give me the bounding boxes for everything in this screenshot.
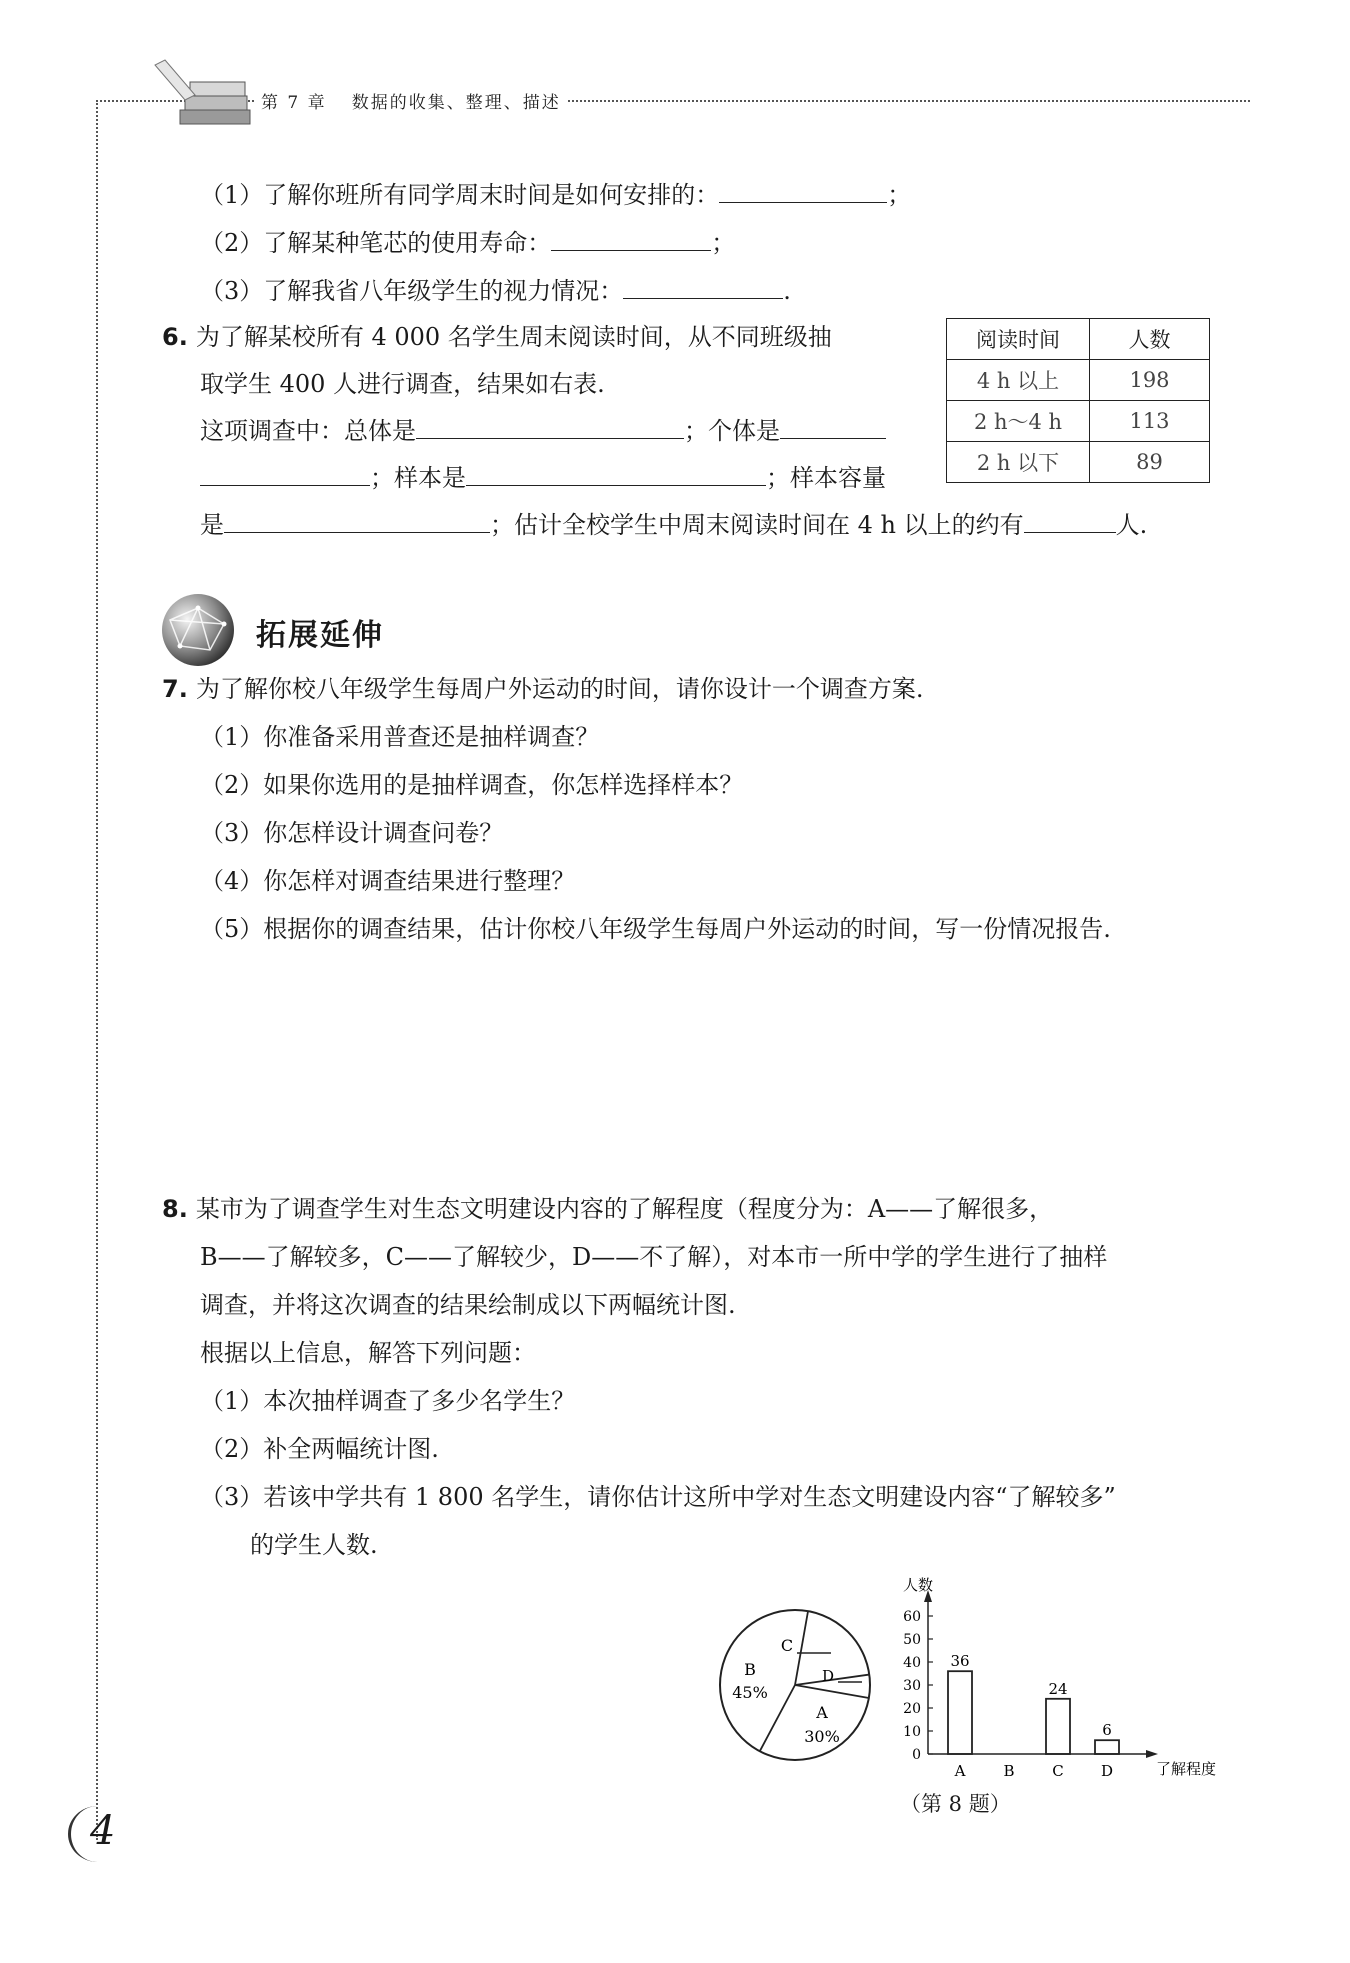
q6-sample-size-blank (224, 508, 490, 533)
reading-time-table (946, 318, 1210, 483)
q6-estimate-blank (1024, 508, 1116, 533)
q6-population-blank (416, 414, 684, 439)
table-row (947, 442, 1210, 483)
x-axis-label: 了解程度 (1156, 1760, 1217, 1778)
q6-line-1-text: 为了解某校所有 4 000 名学生周末阅读时间，从不同班级抽 (195, 323, 832, 351)
y-tick-label: 10 (903, 1724, 921, 1740)
page-number: 4 (90, 1808, 116, 1854)
pie-slice-boundary (795, 1611, 808, 1685)
q5-item-2 (200, 226, 735, 260)
section-title: 拓展延伸 (256, 618, 384, 653)
q7-stem-text: 为了解你校八年级学生每周户外运动的时间，请你设计一个调查方案. (195, 675, 924, 703)
q6-sample-label: ；样本是 (370, 464, 466, 492)
q6-population-label: 这项调查中：总体是 (200, 417, 416, 445)
q6-unit-label: 人. (1115, 511, 1148, 539)
q5-item-3-end: . (783, 277, 791, 305)
pie-slice-boundary (795, 1685, 869, 1698)
q7-stem (162, 672, 923, 706)
q6-line-3 (200, 414, 886, 448)
header-label (255, 88, 567, 113)
q5-item-1-text: （1）了解你班所有同学周末时间是如何安排的： (200, 181, 720, 209)
table-cell-count: 198 (1090, 360, 1210, 401)
pie-slice-percent-A: 30% (804, 1727, 840, 1746)
y-tick-label: 50 (903, 1632, 921, 1648)
q6-line-1 (162, 320, 832, 354)
q7-item: （4）你怎样对调查结果进行整理？ (200, 867, 576, 895)
q5-item-3-text: （3）了解我省八年级学生的视力情况： (200, 277, 624, 305)
figure-caption: （第 8 题） (900, 1792, 1011, 1816)
books-icon (150, 50, 260, 135)
table-row (947, 360, 1210, 401)
bar-value-label-C: 24 (1048, 1679, 1068, 1698)
q7-item: （2）如果你选用的是抽样调查，你怎样选择样本？ (200, 771, 744, 799)
q5-item-3 (200, 274, 791, 308)
q5-item-2-text: （2）了解某种笔芯的使用寿命： (200, 229, 552, 257)
pie-slice-label-B: B (744, 1660, 756, 1679)
pie-chart (705, 1595, 885, 1775)
bar-C (1046, 1699, 1070, 1754)
q6-line-2-text: 取学生 400 人进行调查，结果如右表. (200, 370, 605, 398)
q5-item-1 (200, 178, 911, 212)
q6-sample-size-label: ；样本容量 (766, 464, 886, 492)
q7-number: 7. (162, 675, 188, 703)
bar-value-label-A: 36 (950, 1652, 970, 1671)
q8-line-2: B——了解较多，C——了解较少，D——不了解），对本市一所中学的学生进行了抽样 (200, 1243, 1108, 1271)
q8-line-3: 调查，并将这次调查的结果绘制成以下两幅统计图. (200, 1291, 736, 1319)
globe-icon (158, 590, 238, 670)
q6-line-4 (200, 461, 886, 495)
q5-blank-1 (719, 178, 887, 203)
table-cell-time: 4 h 以上 (947, 360, 1090, 401)
q7-item: （3）你怎样设计调查问卷？ (200, 819, 504, 847)
q8-item: （2）补全两幅统计图. (200, 1435, 439, 1463)
q8-item: （3）若该中学共有 1 800 名学生，请你估计这所中学对生态文明建设内容“了解较多” (200, 1483, 1116, 1511)
q6-number: 6. (162, 323, 188, 351)
q8-line-1 (162, 1192, 1053, 1226)
y-tick-label: 60 (903, 1609, 921, 1625)
q5-item-1-end: ； (887, 181, 912, 209)
chapter-title: 数据的收集、整理、描述 (351, 93, 561, 113)
bar-A (948, 1671, 972, 1754)
q8-line-1-text: 某市为了调查学生对生态文明建设内容的了解程度（程度分为：A——了解很多， (195, 1195, 1054, 1223)
q8-item: （1）本次抽样调查了多少名学生？ (200, 1387, 576, 1415)
q6-is-label: 是 (200, 511, 224, 539)
q6-estimate-label: ；估计全校学生中周末阅读时间在 4 h 以上的约有 (490, 511, 1024, 539)
pie-slice-percent-B: 45% (732, 1683, 768, 1702)
table-cell-count: 89 (1090, 442, 1210, 483)
q6-individual-label: ；个体是 (684, 417, 780, 445)
margin-rule (96, 100, 98, 1840)
table-header-count: 人数 (1090, 319, 1210, 360)
x-axis-arrow (1146, 1750, 1158, 1758)
q7-item: （5）根据你的调查结果，估计你校八年级学生每周户外运动的时间，写一份情况报告. (200, 915, 1111, 943)
y-tick-label: 20 (903, 1701, 921, 1717)
y-tick-label: 0 (912, 1747, 921, 1763)
q6-line-2 (200, 367, 605, 401)
q6-individual-blank (780, 414, 886, 439)
y-tick-label: 40 (903, 1655, 921, 1671)
q6-sample-blank (466, 461, 766, 486)
pie-slice-label-A: A (816, 1703, 828, 1722)
q6-individual-blank-cont (200, 461, 370, 486)
x-tick-label: C (1052, 1762, 1064, 1780)
x-tick-label: B (1003, 1762, 1015, 1780)
bar-chart (880, 1576, 1217, 1788)
table-cell-time: 2 h～4 h (947, 401, 1090, 442)
table-row (947, 401, 1210, 442)
q5-blank-2 (551, 226, 711, 251)
table-header-row (947, 319, 1210, 360)
pie-slice-label-D: D (821, 1667, 835, 1685)
q6-line-5 (200, 508, 1147, 542)
bar-value-label-D: 6 (1102, 1721, 1112, 1740)
y-tick-label: 30 (903, 1678, 921, 1694)
q8-line-4: 根据以上信息，解答下列问题： (200, 1339, 536, 1367)
x-tick-label: A (954, 1762, 966, 1780)
y-axis-label: 人数 (902, 1576, 934, 1594)
x-tick-label: D (1100, 1762, 1114, 1780)
q5-blank-3 (623, 274, 783, 299)
q7-item: （1）你准备采用普查还是抽样调查？ (200, 723, 600, 751)
chapter-label: 第 7 章 (261, 93, 327, 113)
q5-item-2-end: ； (711, 229, 736, 257)
table-header-time: 阅读时间 (947, 319, 1090, 360)
q8-item-3-cont: 的学生人数. (250, 1531, 378, 1559)
pie-slice-label-C: C (780, 1636, 794, 1655)
table-cell-time: 2 h 以下 (947, 442, 1090, 483)
bar-D (1095, 1740, 1119, 1754)
q8-number: 8. (162, 1195, 188, 1223)
table-cell-count: 113 (1090, 401, 1210, 442)
